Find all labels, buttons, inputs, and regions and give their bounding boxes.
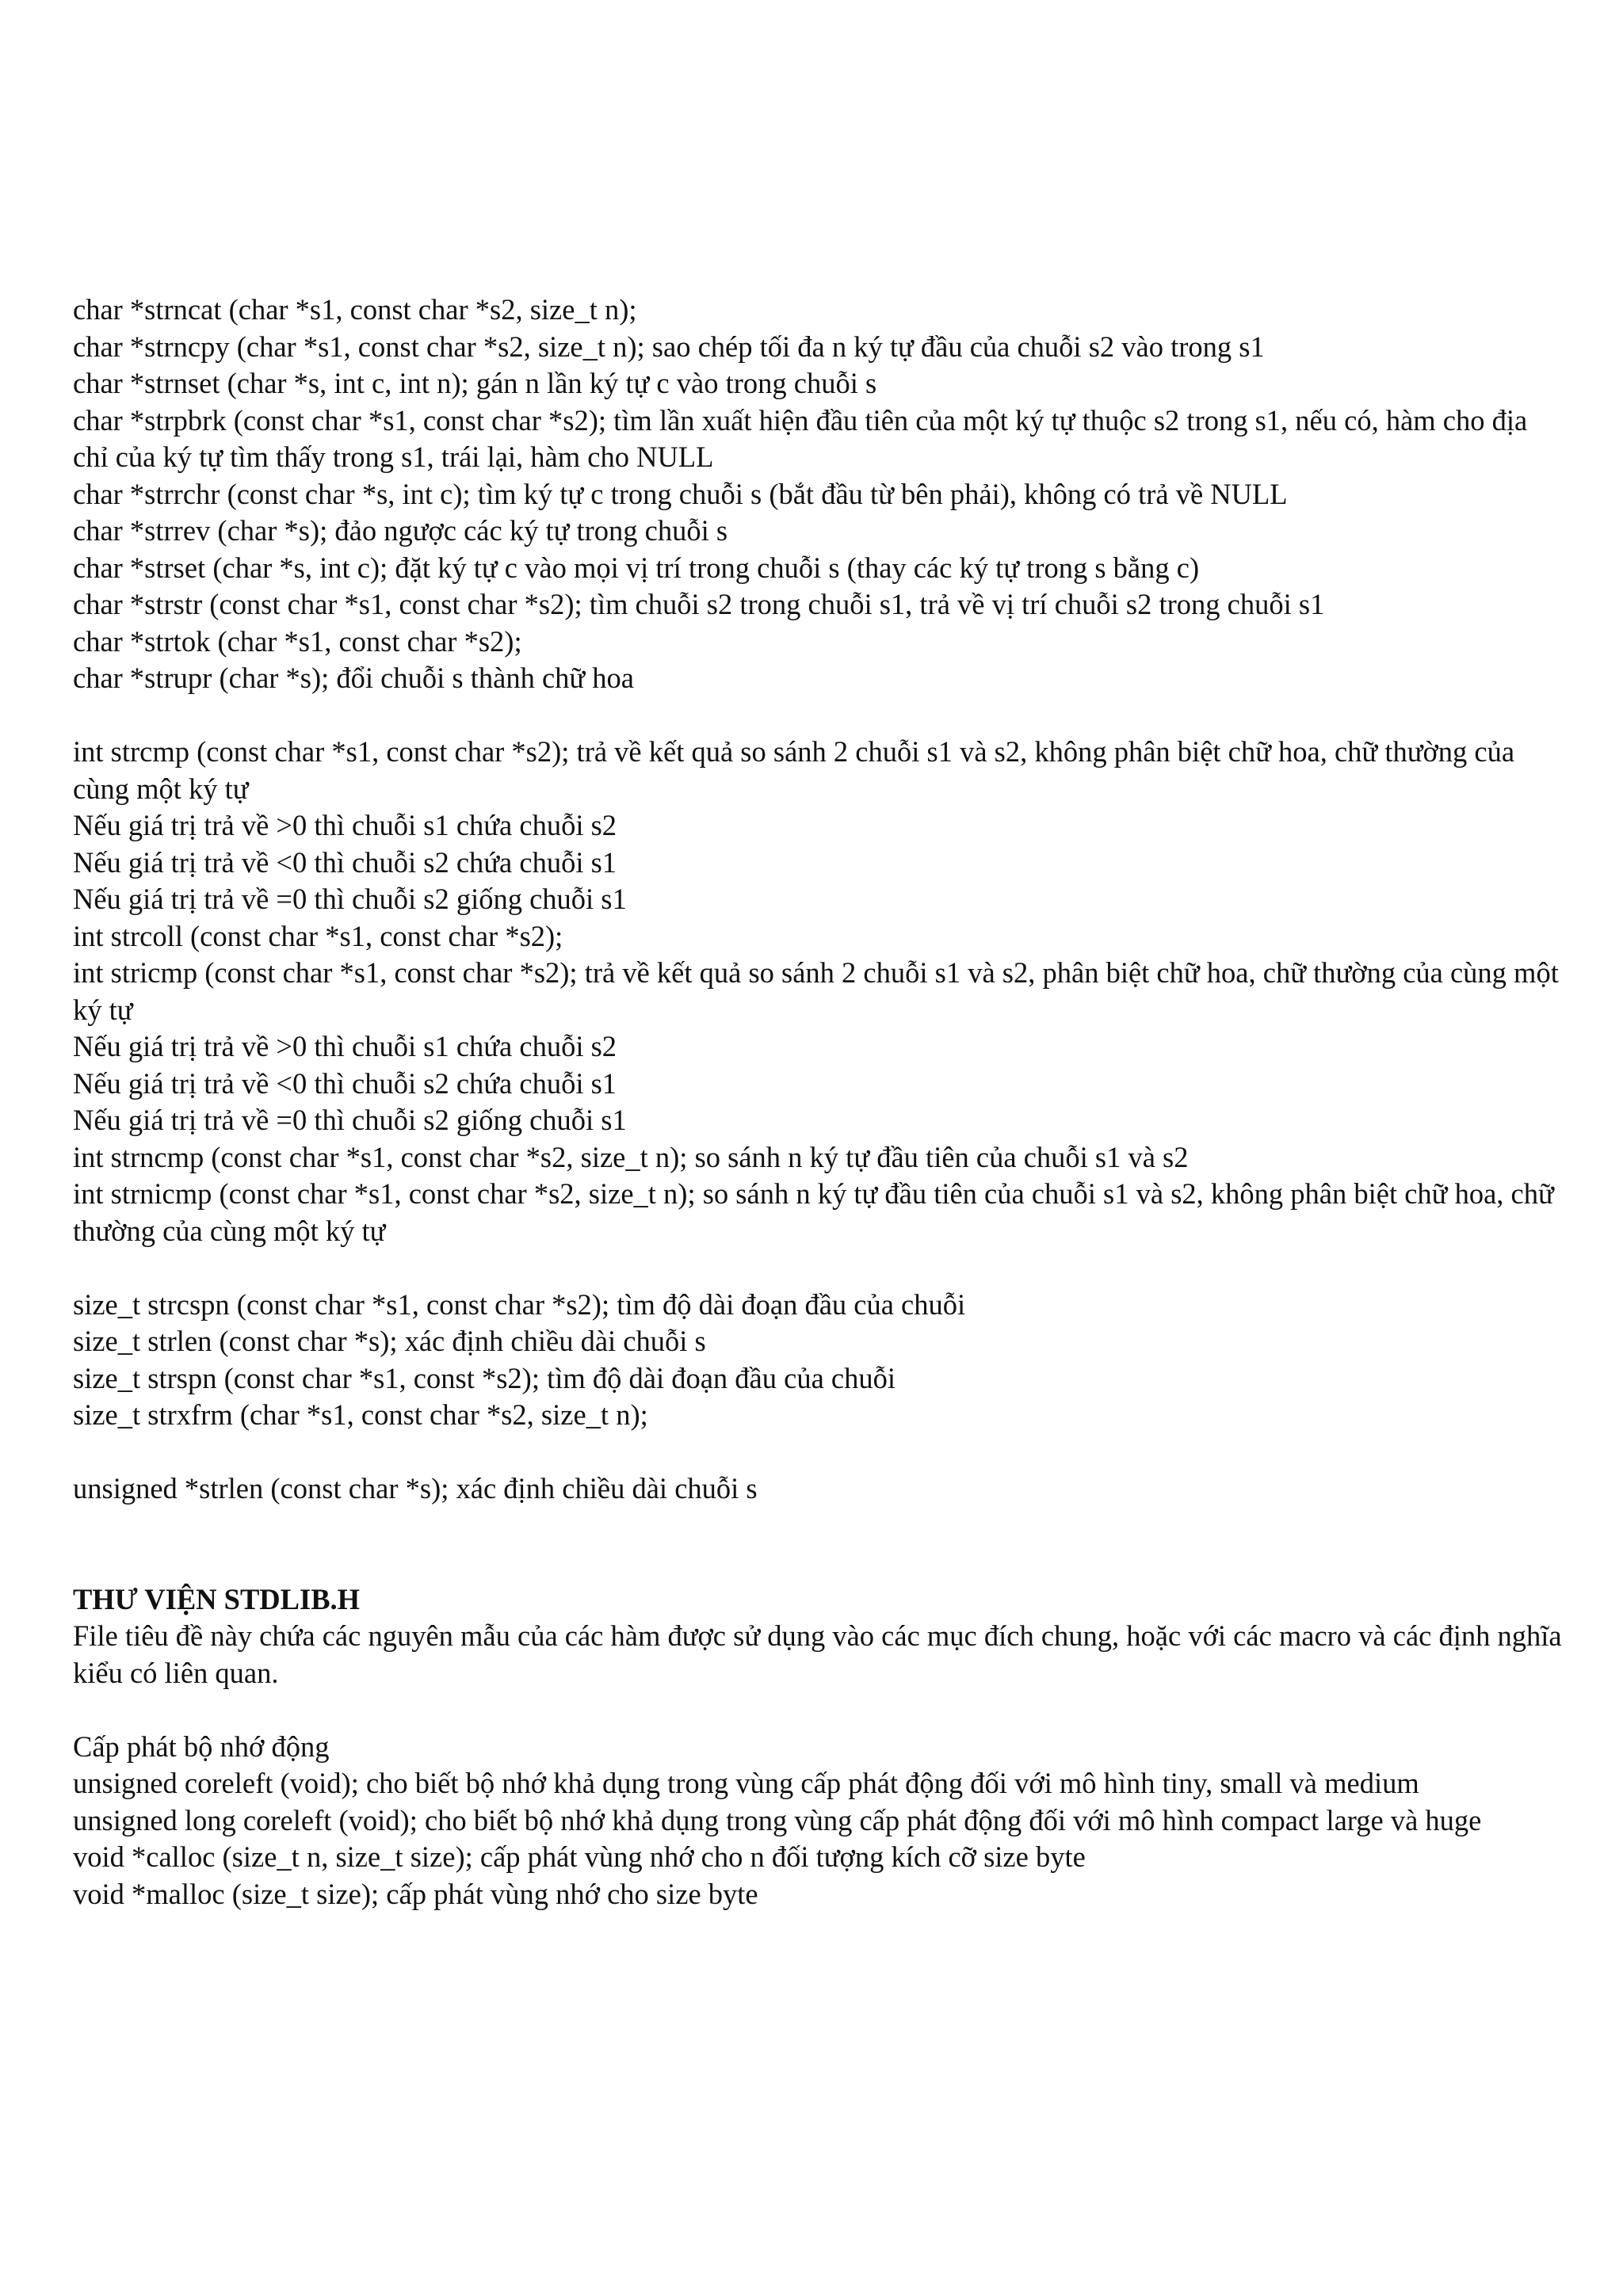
text-line: size_t strxfrm (char *s1, const char *s2, size_t n); bbox=[73, 1398, 648, 1431]
text-line: unsigned long coreleft (void); cho biết bộ nhớ khả dụng trong vùng cấp phát động đối với mô hình compact large và huge bbox=[73, 1803, 1482, 1836]
text-line: size_t strspn (const char *s1, const *s2); tìm độ dài đoạn đầu của chuỗi bbox=[73, 1361, 896, 1394]
text-line: int strcmp (const char *s1, const char *s2); trả về kết quả so sánh 2 chuỗi s1 và s2, không phân biệt chữ hoa, chữ thường của cùng một ký tự bbox=[73, 735, 1515, 805]
text-line: Nếu giá trị trả về >0 thì chuỗi s1 chứa chuỗi s2 bbox=[73, 809, 617, 841]
section-gap bbox=[73, 1508, 1563, 1581]
paragraph-gap bbox=[73, 1249, 1563, 1287]
text-line: char *strtok (char *s1, const char *s2); bbox=[73, 624, 522, 658]
section-intro: File tiêu đề này chứa các nguyên mẫu của các hàm được sử dụng vào các mục đích chung, hoặc với các macro và các định nghĩa kiểu có liên quan. bbox=[73, 1619, 1562, 1689]
text-line: Nếu giá trị trả về <0 thì chuỗi s2 chứa chuỗi s1 bbox=[73, 1066, 617, 1100]
text-line: int stricmp (const char *s1, const char *s2); trả về kết quả so sánh 2 chuỗi s1 và s2, phân biệt chữ hoa, chữ thường của cùng một ký tự bbox=[73, 956, 1559, 1026]
stdlib-section bbox=[73, 1581, 1563, 1913]
text-line: unsigned *strlen (const char *s); xác định chiều dài chuỗi s bbox=[73, 1472, 758, 1505]
subsection-heading: Cấp phát bộ nhớ động bbox=[73, 1730, 330, 1763]
text-line: char *strnset (char *s, int c, int n); gán n lần ký tự c vào trong chuỗi s bbox=[73, 367, 877, 399]
paragraph-gap bbox=[73, 697, 1563, 734]
text-line: char *strrchr (const char *s, int c); tìm ký tự c trong chuỗi s (bắt đầu từ bên phải), không có trả về NULL bbox=[73, 477, 1288, 510]
text-line: Nếu giá trị trả về =0 thì chuỗi s2 giống chuỗi s1 bbox=[73, 1104, 627, 1136]
text-line: char *strncpy (char *s1, const char *s2, size_t n); sao chép tối đa n ký tự đầu của chuỗi s2 vào trong s1 bbox=[73, 330, 1265, 363]
text-line: int strcoll (const char *s1, const char *s2); bbox=[73, 919, 563, 952]
text-line: int strnicmp (const char *s1, const char *s2, size_t n); so sánh n ký tự đầu tiên của chuỗi s1 và s2, không phân biệt chữ hoa, chữ thường của cùng một ký tự bbox=[73, 1177, 1554, 1247]
text-line: char *strstr (const char *s1, const char *s2); tìm chuỗi s2 trong chuỗi s1, trả về vị trí chuỗi s2 trong chuỗi s1 bbox=[73, 588, 1325, 620]
text-line: size_t strcspn (const char *s1, const char *s2); tìm độ dài đoạn đầu của chuỗi bbox=[73, 1287, 966, 1321]
paragraph-gap bbox=[73, 1691, 1563, 1729]
section-heading: THƯ VIỆN STDLIB.H bbox=[73, 1582, 361, 1615]
text-line: char *strpbrk (const char *s1, const char *s2); tìm lần xuất hiện đầu tiên của một ký tự thuộc s2 trong s1, nếu có, hàm cho địa chỉ của ký tự tìm thấy trong s1, trái lại, hàm cho NULL bbox=[73, 403, 1528, 473]
text-line: int strncmp (const char *s1, const char *s2, size_t n); so sánh n ký tự đầu tiên của chuỗi s1 và s2 bbox=[73, 1140, 1189, 1173]
int-functions-block bbox=[73, 734, 1563, 1249]
text-line: char *strset (char *s, int c); đặt ký tự c vào mọi vị trí trong chuỗi s (thay các ký tự trong s bằng c) bbox=[73, 551, 1200, 584]
document-page bbox=[73, 292, 1563, 1913]
text-line: size_t strlen (const char *s); xác định chiều dài chuỗi s bbox=[73, 1325, 706, 1357]
text-line: unsigned coreleft (void); cho biết bộ nhớ khả dụng trong vùng cấp phát động đối với mô hình tiny, small và medium bbox=[73, 1767, 1419, 1799]
text-line: Nếu giá trị trả về <0 thì chuỗi s2 chứa chuỗi s1 bbox=[73, 845, 617, 879]
char-functions-block bbox=[73, 292, 1563, 697]
paragraph-gap bbox=[73, 1434, 1563, 1471]
size-t-functions-block bbox=[73, 1287, 1563, 1434]
text-line: void *calloc (size_t n, size_t size); cấp phát vùng nhớ cho n đối tượng kích cỡ size byte bbox=[73, 1840, 1086, 1873]
text-line: char *strupr (char *s); đổi chuỗi s thành chữ hoa bbox=[73, 662, 635, 694]
text-line: char *strncat (char *s1, const char *s2, size_t n); bbox=[73, 293, 637, 326]
text-line: char *strrev (char *s); đảo ngược các ký tự trong chuỗi s bbox=[73, 514, 728, 547]
text-line: void *malloc (size_t size); cấp phát vùng nhớ cho size byte bbox=[73, 1877, 758, 1910]
text-line: Nếu giá trị trả về =0 thì chuỗi s2 giống chuỗi s1 bbox=[73, 883, 627, 915]
text-line: Nếu giá trị trả về >0 thì chuỗi s1 chứa chuỗi s2 bbox=[73, 1030, 617, 1062]
